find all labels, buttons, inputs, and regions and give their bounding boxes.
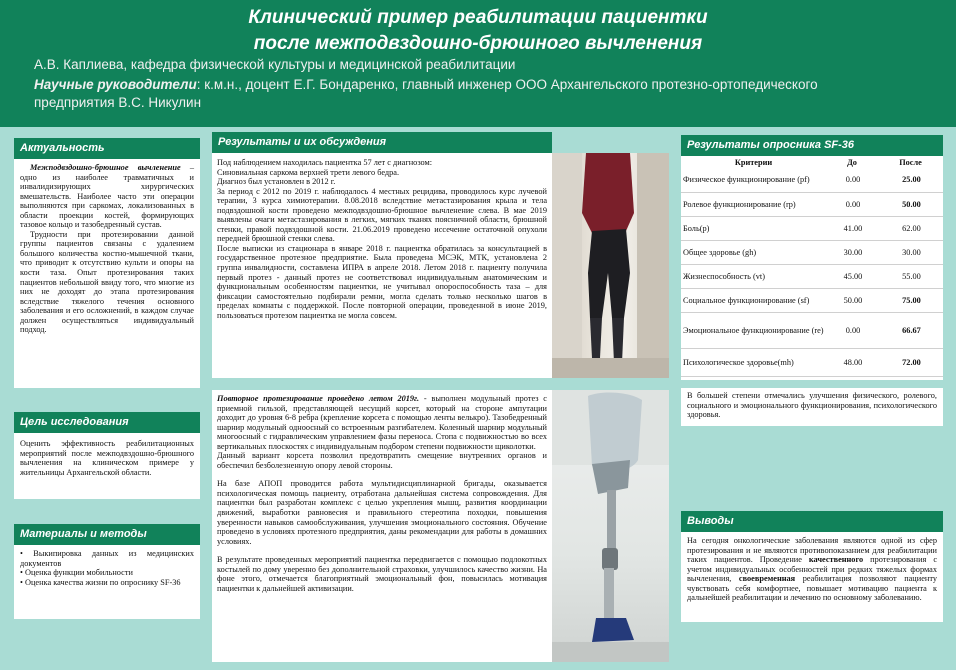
conclusions-bold1: качественного [808,555,864,565]
poster-header [0,0,956,127]
sf36-criterion: Жизнеспособность (vt) [681,264,826,288]
sf36-heading: Результаты опросника SF-36 [681,135,943,156]
sf36-criterion: Психологическое здоровье(mh) [681,348,826,376]
sf36-before: 41.00 [826,216,878,240]
sf36-before: 0.00 [826,168,878,192]
prosthesis-icon [552,390,669,662]
repeat-p1-text: - выполнен модульный протез с приемной гильзой, представляющей несущий корсет, который на стороне ампутации доходит до уровня 6-8 ребра (крепление корсета с помощью ленты велькро). Тазобедренный шарнир модульный одноосный со встроенным разгибателем. Коленный шарнир модульный многоосный с гидравлическим управлением фазы переноса. Стопа с подвижностью во всех вертикальных плоскостях с индивидуальным подбором степени подвижности щиколотки. [217,394,547,451]
methods-item: • Оценка функции мобильности [20,568,133,578]
sf36-after: 75.00 [878,288,943,312]
supervisors-line1 [34,76,818,94]
conclusions-bold2: своевременная [738,574,796,584]
supervisors-text: : к.м.н., доцент Е.Г. Бондаренко, главный инженер ООО Архангельского протезно-ортопедического [196,77,818,92]
sf36-before: 0.00 [826,192,878,216]
sf36-box [681,156,943,380]
sf36-col-after: После [899,157,922,167]
prosthesis-photo [552,390,669,662]
sf36-after: 25.00 [878,168,943,192]
sf36-before: 50.00 [826,288,878,312]
repeat-box [212,390,552,662]
repeat-p2: Данный вариант корсета позволил предотвратить смещение внутренних органов и обеспечил безболезненную опору левой стороны. [217,451,547,470]
conclusions-heading: Выводы [681,511,943,532]
aim-text: Оценить эффективность реабилитационных мероприятий после межподвздошно-брюшного вычленения на клиническом примере у жительницы Архангельской области. [20,439,194,477]
methods-item: • Оценка качества жизни по опроснику SF-36 [20,577,181,587]
supervisors-line2: предприятия В.С. Никулин [34,95,202,110]
table-row [681,312,943,348]
sf36-after: 62.00 [878,216,943,240]
sf36-before: 0.00 [826,312,878,348]
aim-heading: Цель исследования [14,412,200,433]
sf36-after: 72.00 [878,348,943,376]
sf36-criterion: Боль(p) [681,216,826,240]
results-heading: Результаты и их обсуждения [212,132,552,153]
sf36-criterion: Социальное функционирование (sf) [681,288,826,312]
author-line: А.В. Каплиева, кафедра физической культуры и медицинской реабилитации [34,57,516,72]
sf36-criterion: Общее здоровье (gh) [681,240,826,264]
methods-list [20,549,194,587]
sf36-before: 48.00 [826,348,878,376]
relevance-p2: Трудности при протезировании данной группы пациентов связаны с удалением большого количества костно-мышечной ткани, что приводит к отсутствию культи и опоры на кости таза. Опыт протезирования таких пациентов небольшой ввиду того, что многие из них не доходят до этапа протезирования вследствие тяжелого течения основного заболевания и его осложнений, в каждом случае должен осуществляться индивидуальный подход. [20,229,194,335]
table-row [681,240,943,264]
results-p: Синовиальная саркома верхней трети левого бедра. [217,167,400,177]
repeat-p3: На базе АПОП проводится работа мультидисциплинарной бригады, оказывается психологическая помощь пациенту, отработана дальнейшая система сопровождения. Для пациентки был разработан комплекс с целью укрепления мышц, развития координации движений, выработки равновесия и правильного стереотипа походки, повышения уверенности навыков самообслуживания, улучшения эмоционального состояния. Обучение проведено в условиях протезного предприятия, даны рекомендации для работы в домашних условиях. [217,479,547,546]
relevance-p1-text: – одно из наиболее травматичных и инвалидизирующих хирургических вмешательств. Наиболее часто эти операции выполняются при саркомах, локализованных в области проекции костей, формирующих тазовое кольцо и тазобедренный сустав. [20,163,194,230]
sf36-note: В большей степени отмечались улучшения физического, ролевого, социального и эмоционального функционирования, психологического здоровья. [687,391,937,420]
repeat-lead: Повторное протезирование проведено летом 2019г. [217,394,420,403]
patient-photo [552,153,669,378]
conclusions-part2: протезирования с учетом индивидуальных особенностей при редких тяжелых формах вычленения, [687,555,938,584]
table-row [681,192,943,216]
sf36-col-before: До [847,157,857,167]
repeat-p1 [217,394,547,451]
sf36-header-row [681,156,943,168]
relevance-p1 [20,163,194,230]
sf36-criterion: Физическое функционирование (pf) [681,168,826,192]
results-box [212,153,552,378]
sf36-criterion: Ролевое функционирование (rp) [681,192,826,216]
table-row [681,216,943,240]
methods-box [14,545,200,619]
sf36-after: 30.00 [878,240,943,264]
sf36-before: 30.00 [826,240,878,264]
results-p: За период с 2012 по 2019 г. наблюдалось 4 местных рецидива, проводилось курс лучевой терапии, 3 курса химиотерапии. 8.08.2018 вследствие метастазирования крыла и тела подвздошной кости проведено межподвздошно-брюшное вычленение слева. В мае 2019 выявлены очаги метастазирования в легких, мягких тканях поясничной области, брюшной стенки, правой подвздошной кости. 21.06.2019 проведено иссечение остаточной опухоли передней брюшной стенки слева. [217,186,547,244]
sf36-table [681,156,943,377]
sf36-before: 45.00 [826,264,878,288]
conclusions-text [687,536,937,603]
poster-title-line1: Клинический пример реабилитации пациентки [248,7,708,28]
table-row [681,288,943,312]
results-p: После выписки из стационара в январе 2018 г. пациентка обратилась за консультацией в государственное протезное предприятие. Была проведена МСЭК, МТК, установлена 2 группа инвалидности, составлена ИПРА в апреле 2018. Летом 2018 г. пациенту получила первый протез - данный протез не соответствовал индивидуальным анатомическим и функциональным особенностям пациентки, не учитывал опороспособность таза – для фиксации самостоятельно подбирали ремни, могла сделать только несколько шагов в пределах комнаты с поддержкой. После повторной операции, проведенной в июне 2019, пользоваться протезом пациентка не могла совсем. [217,243,547,320]
patient-figure-icon [552,153,669,378]
methods-heading: Материалы и методы [14,524,200,545]
relevance-term: Межподвздошно-брюшное вычленение [30,163,181,172]
sf36-col-criteria: Критерии [734,157,773,167]
relevance-heading: Актуальность [14,138,200,159]
supervisors-label: Научные руководители [34,77,197,92]
aim-box [14,433,200,499]
sf36-note-box [681,388,943,426]
table-row [681,264,943,288]
conclusions-box [681,532,943,622]
conclusions-part1: На сегодня онкологические заболевания являются одной из сфер протезирования и не являются противопоказанием для реабилитации таких пациентов. Проведение [687,536,937,565]
table-row [681,348,943,376]
methods-item: • Выкипировка данных из медицинских документов [20,549,194,568]
sf36-after: 55.00 [878,264,943,288]
repeat-p4: В результате проведенных мероприятий пациентка передвигается с помощью подлокотных костылей по дому уверенно без дополнительной страховки, улучшилось качество жизни. На фоне этого, отмечается благоприятный эмоциональный фон, повысилась мотивация пациентки к дальнейшей активизации. [217,555,547,593]
results-p: Диагноз был установлен в 2012 г. [217,177,336,187]
relevance-box [14,159,200,388]
sf36-criterion: Эмоциональное функционирование (re) [681,312,826,348]
table-row [681,168,943,192]
poster-title-line2: после межподвздошно-брюшного вычленения [253,33,703,54]
results-p: Под наблюдением находилась пациентка 57 лет с диагнозом: [217,158,433,167]
conclusions-part3: реабилитация позволяют пациенту чувствовать себя комфортнее, повышает мотивацию пациента к дальнейшей реабилитации и лечению по основному заболеванию. [687,574,937,603]
sf36-after: 50.00 [878,192,943,216]
sf36-after: 66.67 [878,312,943,348]
